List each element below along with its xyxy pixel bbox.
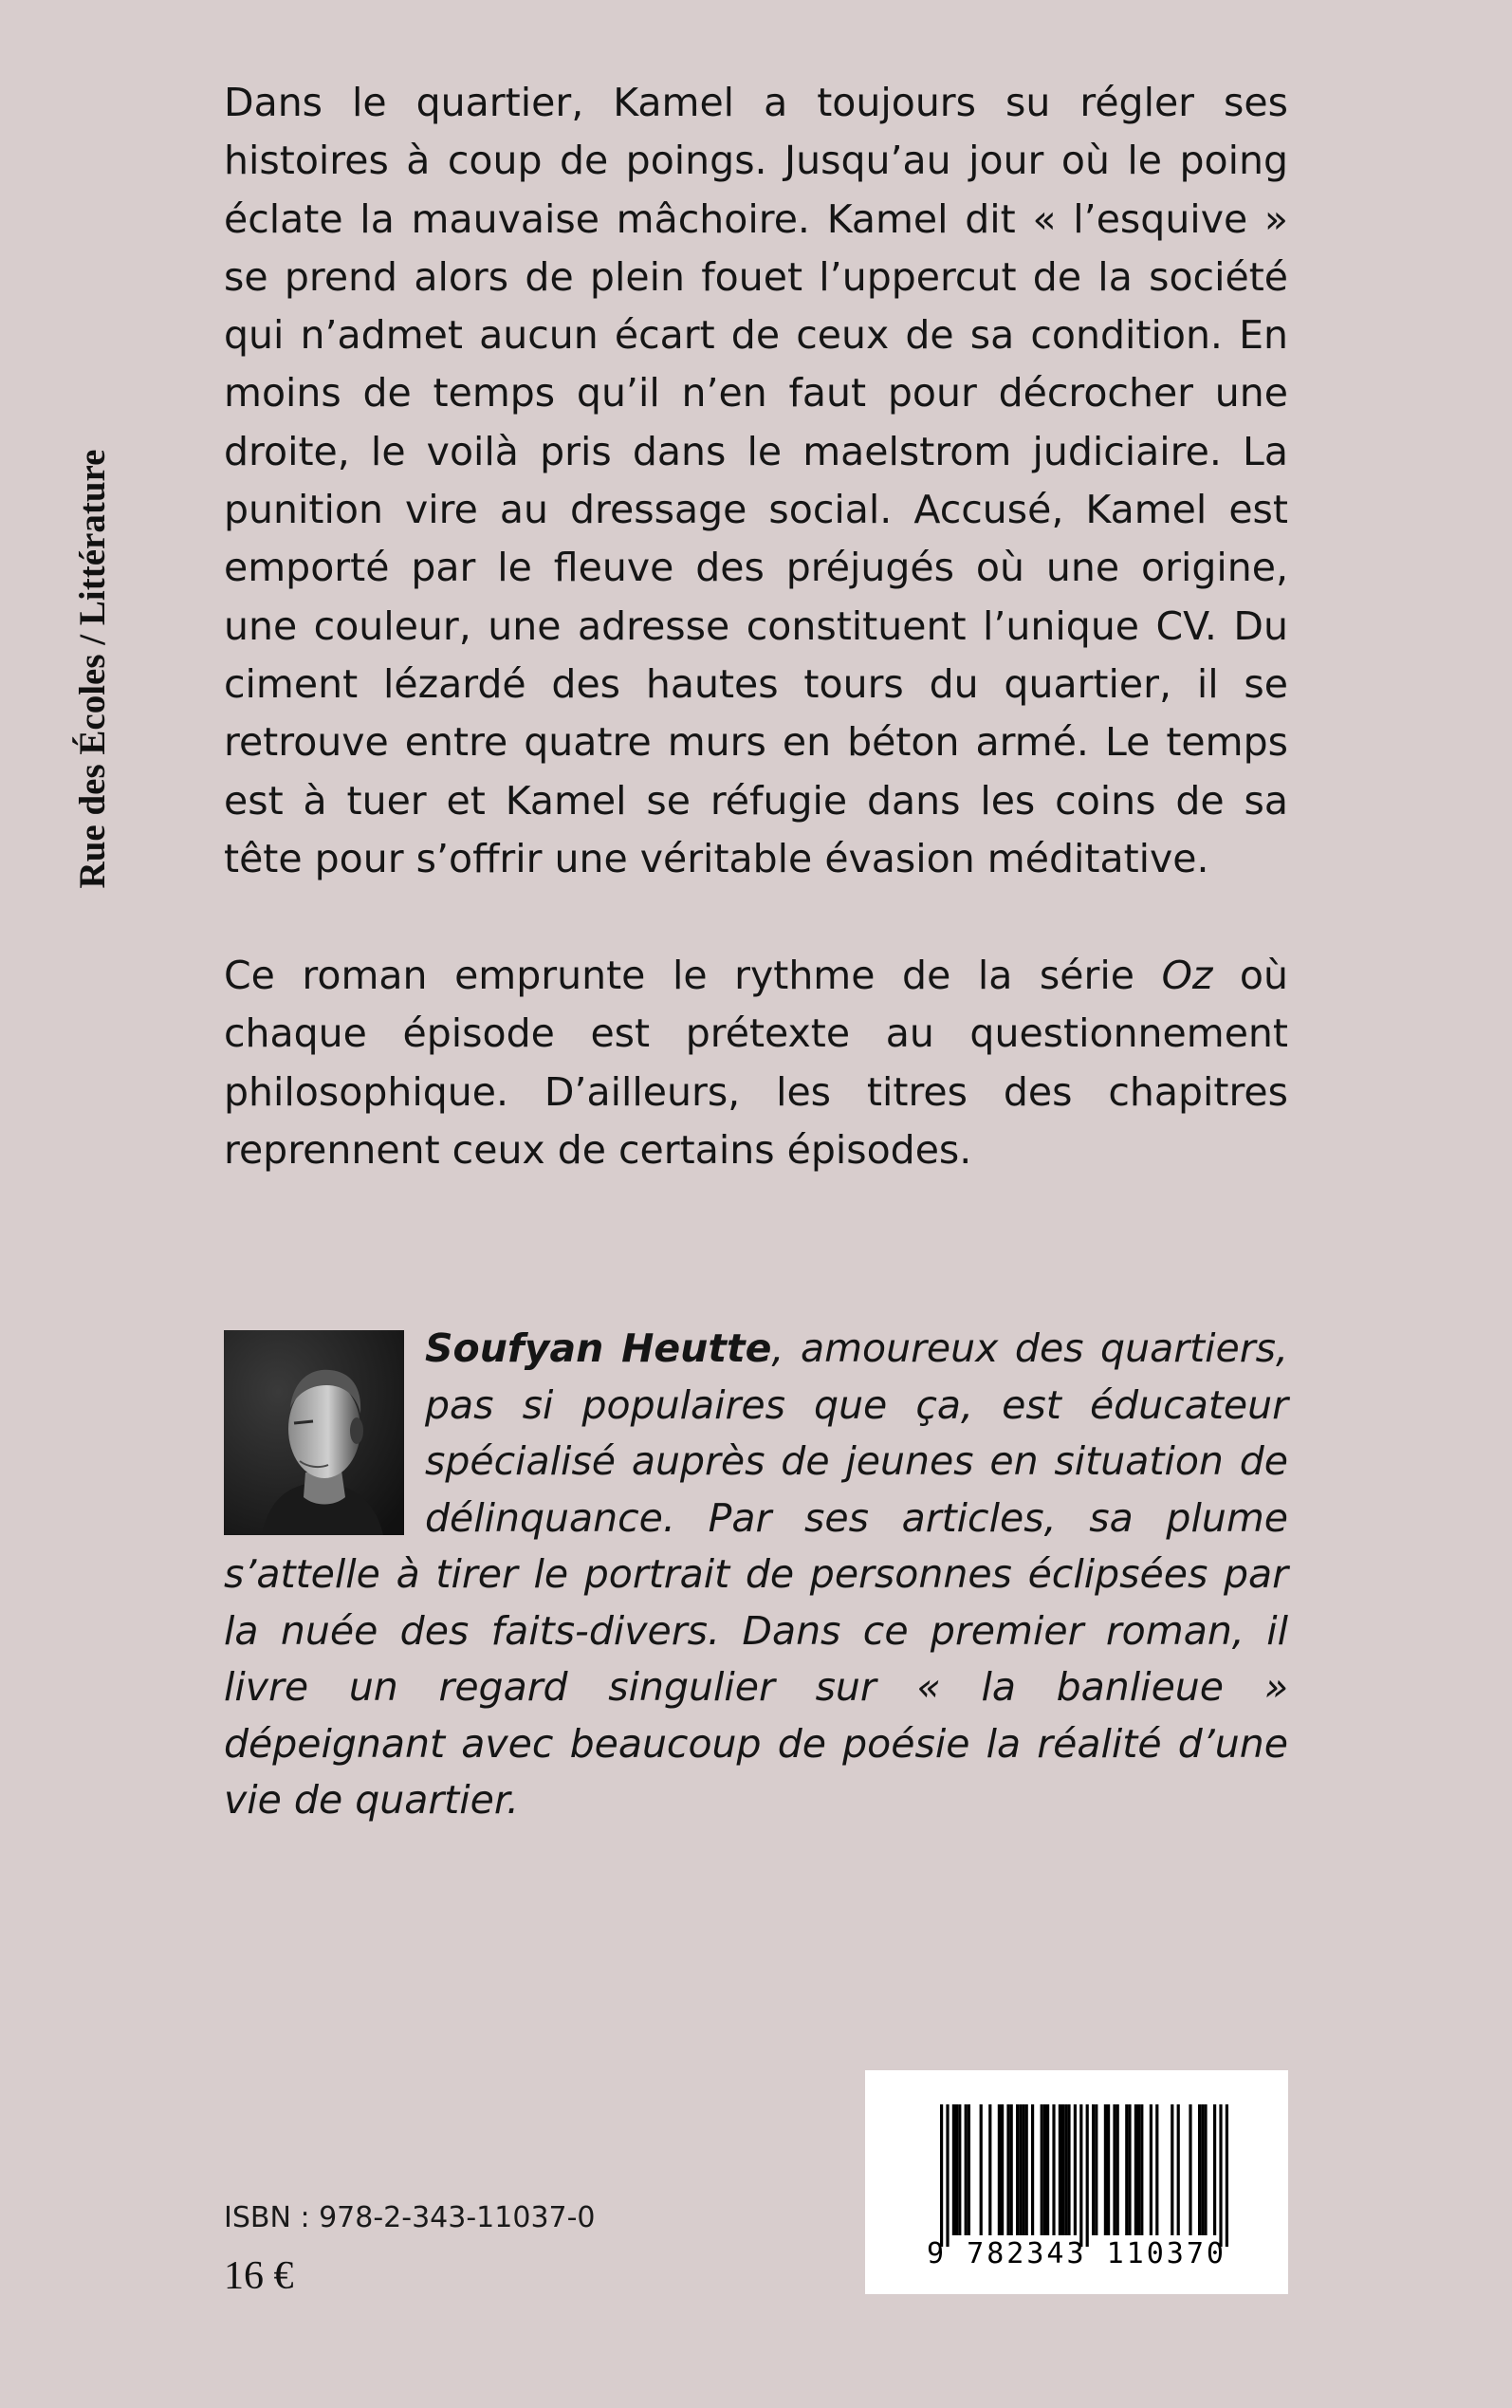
- barcode-bar: [1204, 2104, 1207, 2235]
- barcode-bar: [1059, 2104, 1061, 2235]
- author-name: Soufyan Heutte: [425, 1325, 772, 1371]
- barcode: [865, 2070, 1288, 2294]
- barcode-bar: [1140, 2104, 1143, 2235]
- barcode-bar: [1137, 2104, 1140, 2235]
- barcode-bar: [1061, 2104, 1064, 2235]
- barcode-bar: [1226, 2104, 1228, 2247]
- barcode-bar: [1010, 2104, 1013, 2235]
- barcode-bar: [1001, 2104, 1004, 2235]
- author-photo: [224, 1330, 404, 1535]
- barcode-bar: [1107, 2104, 1110, 2235]
- barcode-bar: [1198, 2104, 1201, 2235]
- barcode-bar: [1219, 2104, 1222, 2247]
- barcode-bar: [1150, 2104, 1152, 2235]
- blurb-paragraph-2: [224, 947, 1288, 1179]
- barcode-bar: [1116, 2104, 1119, 2235]
- back-cover-blurb: [224, 74, 1288, 1179]
- barcode-bar: [1019, 2104, 1022, 2235]
- barcode-bar: [1177, 2104, 1180, 2235]
- barcode-bar: [1095, 2104, 1097, 2235]
- barcode-bar: [1189, 2104, 1191, 2235]
- barcode-bar: [1201, 2104, 1204, 2235]
- barcode-bar: [988, 2104, 991, 2235]
- barcode-bar: [1086, 2104, 1089, 2247]
- barcode-bar: [998, 2104, 1001, 2235]
- author-bio-text: , amoureux des quartiers, pas si populaires que ça, est éducateur spécialisé auprès de jeunes en situation de délinquance. Par ses articles, sa plume s’attelle à tirer le portrait de personnes éclipsées par la nuée des faits-divers. Dans ce premier roman, il livre un regard singulier sur « la banlieue » dépeignant avec beaucoup de poésie la réalité d’une vie de quartier.: [224, 1325, 1288, 1823]
- barcode-bar: [1074, 2104, 1077, 2235]
- barcode-bar: [1134, 2104, 1137, 2235]
- barcode-bar: [1213, 2104, 1216, 2235]
- author-portrait-image: [224, 1330, 404, 1535]
- barcode-bar: [980, 2104, 983, 2235]
- barcode-bar: [1104, 2104, 1107, 2235]
- barcode-bar: [946, 2104, 949, 2247]
- barcode-bar: [1046, 2104, 1049, 2235]
- barcode-bar: [952, 2104, 955, 2235]
- spine-series-label: Rue des Écoles / Littérature: [72, 449, 113, 889]
- barcode-bar: [1125, 2104, 1128, 2235]
- barcode-bar: [1113, 2104, 1116, 2235]
- barcode-bar: [1092, 2104, 1095, 2235]
- author-bio: [224, 1321, 1288, 1829]
- barcode-bar: [1064, 2104, 1067, 2235]
- series-title: Oz: [1161, 953, 1213, 999]
- isbn-number: ISBN : 978-2-343-11037-0: [224, 2201, 596, 2234]
- blurb-paragraph-1: Dans le quartier, Kamel a toujours su régler ses histoires à coup de poings. Jusqu’au jour où le poing éclate la mauvaise mâchoire. Kamel dit « l’esquive » se prend alors de plein fouet l’uppercut de la société qui n’admet aucun écart de ceux de sa condition. En moins de temps qu’il n’en faut pour décrocher une droite, le voilà pris dans le maelstrom judiciaire. La punition vire au dressage social. Accusé, Kamel est emporté par le fleuve des préjugés où une origine, une couleur, une adresse constituent l’unique CV. Du ciment lézardé des hautes tours du quartier, il se retrouve entre quatre murs en béton armé. Le temps est à tuer et Kamel se réfugie dans les coins de sa tête pour s’offrir une véritable évasion méditative.: [224, 80, 1288, 881]
- barcode-bar: [1025, 2104, 1028, 2235]
- barcode-bar: [1128, 2104, 1131, 2235]
- barcode-bar: [940, 2104, 943, 2247]
- barcode-bar: [1016, 2104, 1019, 2235]
- barcode-bar: [1067, 2104, 1070, 2235]
- barcode-bar: [1052, 2104, 1055, 2235]
- barcode-bar: [1079, 2104, 1082, 2247]
- barcode-bar: [1155, 2104, 1158, 2235]
- barcode-bar: [955, 2104, 958, 2235]
- barcode-bar: [958, 2104, 961, 2235]
- barcode-bar: [965, 2104, 968, 2235]
- barcode-digits: 9 782343 110370: [927, 2237, 1226, 2270]
- barcode-bar: [1041, 2104, 1043, 2235]
- barcode-bar: [1006, 2104, 1009, 2235]
- barcode-bar: [1022, 2104, 1024, 2235]
- blurb-paragraph-2-start: Ce roman emprunte le rythme de la série: [224, 953, 1162, 999]
- barcode-bar: [1043, 2104, 1046, 2235]
- blurb-paragraph-2-end: où chaque épisode est prétexte au questionnement philosophique. D’ailleurs, les titres des chapitres reprennent ceux de certains épisodes.: [224, 953, 1288, 1174]
- barcode-bar: [1171, 2104, 1173, 2235]
- barcode-bar: [968, 2104, 970, 2235]
- barcode-bar: [1031, 2104, 1034, 2235]
- price: 16 €: [224, 2254, 294, 2298]
